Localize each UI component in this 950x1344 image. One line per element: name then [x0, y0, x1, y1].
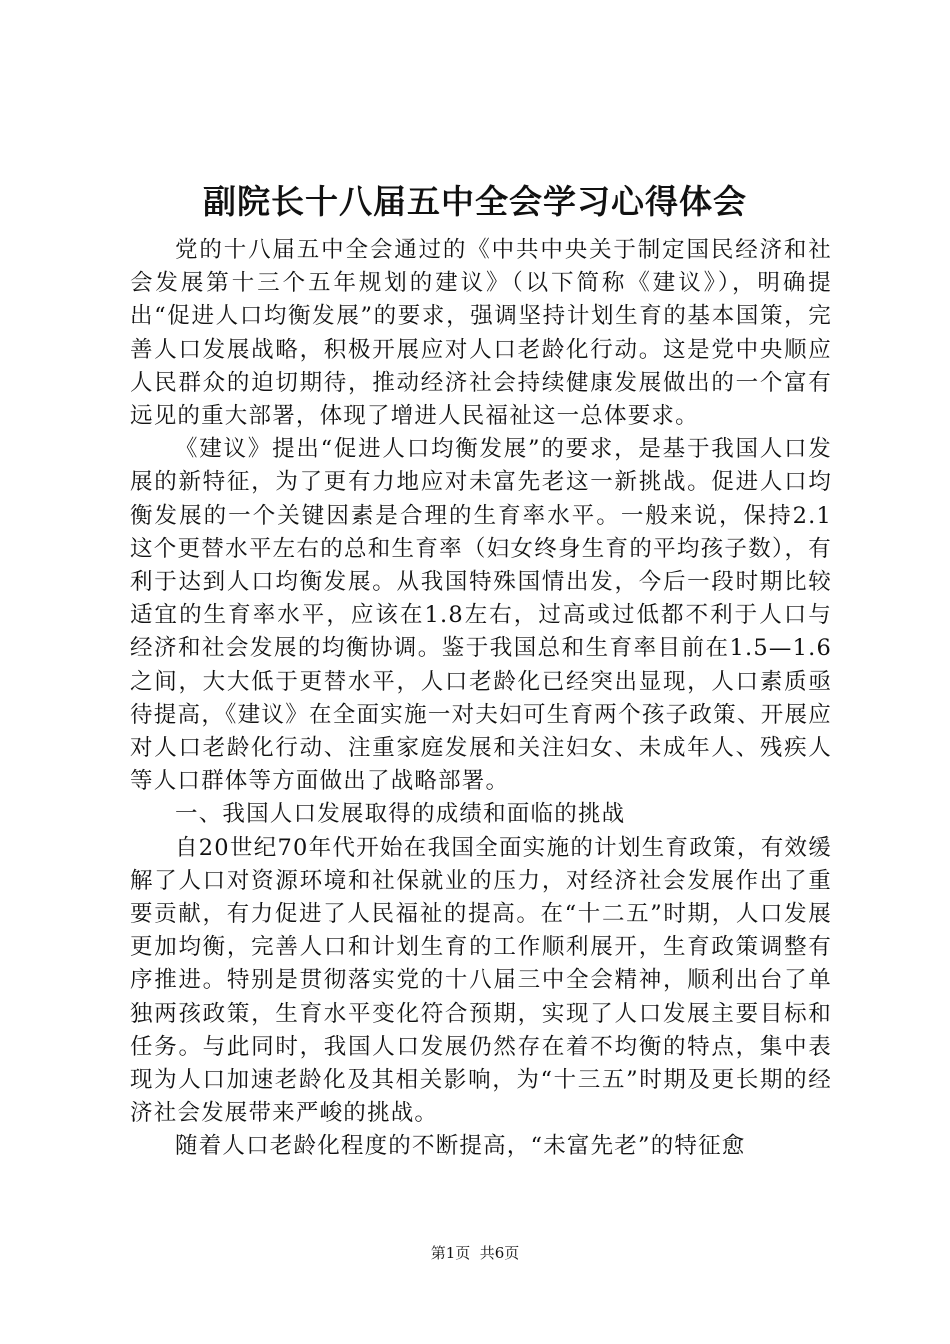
- paragraph-achievements: 自20世纪70年代开始在我国全面实施的计划生育政策，有效缓解了人口对资源环境和社保就业的压力，对经济社会发展作出了重要贡献，有力促进了人民福祉的提高。在“十二五”时期，人口发展更加均衡，完善人口和计划生育的工作顺利展开，生育政策调整有序推进。特别是贯彻落实党的十八届三中全会精神，顺利出台了单独两孩政策，生育水平变化符合预期，实现了人口发展主要目标和任务。与此同时，我国人口发展仍然存在着不均衡的特点，集中表现为人口加速老龄化及其相关影响，为“十三五”时期及更长期的经济社会发展带来严峻的挑战。: [130, 834, 832, 1127]
- document-title: 副院长十八届五中全会学习心得体会: [203, 182, 747, 221]
- paragraph-intro: 党的十八届五中全会通过的《中共中央关于制定国民经济和社会发展第十三个五年规划的建议》（以下简称《建议》），明确提出“促进人口均衡发展”的要求，强调坚持计划生育的基本国策，完善人口发展战略，积极开展应对人口老龄化行动。这是党中央顺应人民群众的迫切期待，推动经济社会持续健康发展做出的一个富有远见的重大部署，体现了增进人民福祉这一总体要求。: [130, 237, 832, 430]
- document-body: [130, 234, 832, 1164]
- section-heading: 一、我国人口发展取得的成绩和面临的挑战: [175, 801, 626, 828]
- paragraph-fertility: 《建议》提出“促进人口均衡发展”的要求，是基于我国人口发展的新特征，为了更有力地应对未富先老这一新挑战。促进人口均衡发展的一个关键因素是合理的生育率水平。一般来说，保持2.1这个更替水平左右的总和生育率（妇女终身生育的平均孩子数），有利于达到人口均衡发展。从我国特殊国情出发，今后一段时期比较适宜的生育率水平，应该在1.8左右，过高或过低都不利于人口与经济和社会发展的均衡协调。鉴于我国总和生育率目前在1.5—1.6之间，大大低于更替水平，人口老龄化已经突出显现，人口素质亟待提高，《建议》在全面实施一对夫妇可生育两个孩子政策、开展应对人口老龄化行动、注重家庭发展和关注妇女、未成年人、残疾人等人口群体等方面做出了战略部署。: [130, 436, 832, 795]
- paragraph-aging: 随着人口老龄化程度的不断提高，“未富先老”的特征愈: [175, 1133, 746, 1160]
- page-footer: 第1页 共6页: [430, 1244, 520, 1262]
